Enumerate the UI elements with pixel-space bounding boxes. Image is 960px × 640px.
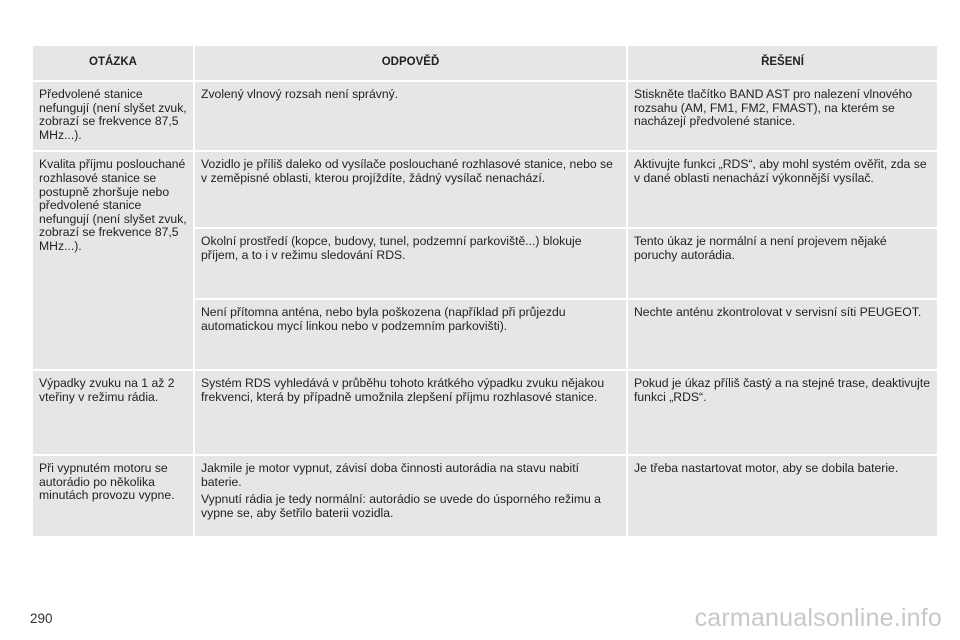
question-cell: Předvolené stanice nefungují (není slyšet zvuk, zobrazí se frekvence 87,5 MHz...). bbox=[32, 81, 194, 151]
header-answer: ODPOVĚĎ bbox=[194, 45, 627, 81]
answer-cell bbox=[194, 151, 627, 227]
answer-cell bbox=[194, 299, 627, 370]
answer-text: Jakmile je motor vypnut, závisí doba činnosti autorádia na stavu nabití baterie. bbox=[201, 461, 580, 489]
page-number: 290 bbox=[30, 611, 53, 626]
header-question: OTÁZKA bbox=[32, 45, 194, 81]
answer-cell bbox=[194, 228, 627, 299]
header-solution: ŘEŠENÍ bbox=[627, 45, 938, 81]
table-row bbox=[32, 151, 938, 227]
answer-cell bbox=[194, 370, 627, 455]
question-cell: Výpadky zvuku na 1 až 2 vteřiny v režimu rádia. bbox=[32, 370, 194, 455]
question-cell: Kvalita příjmu poslouchané rozhlasové stanice se postupně zhoršuje nebo předvolené stanice nefungují (není slyšet zvuk, zobrazí se frekvence 87,5 MHz...). bbox=[32, 151, 194, 370]
answer-cell bbox=[194, 81, 627, 151]
header-row bbox=[32, 45, 938, 81]
solution-cell: Nechte anténu zkontrolovat v servisní síti PEUGEOT. bbox=[627, 299, 938, 370]
solution-cell: Pokud je úkaz příliš častý a na stejné trase, deaktivujte funkci „RDS“. bbox=[627, 370, 938, 455]
answer-text: Vozidlo je příliš daleko od vysílače poslouchané rozhlasové stanice, nebo se v zeměpisné oblasti, kterou projíždíte, žádný vysílač nenachází. bbox=[201, 157, 613, 186]
solution-cell: Je třeba nastartovat motor, aby se dobila baterie. bbox=[627, 455, 938, 537]
table-row bbox=[32, 81, 938, 151]
answer-cell bbox=[194, 455, 627, 537]
answer-text: Okolní prostředí (kopce, budovy, tunel, podzemní parkoviště...) blokuje příjem, a to i v režimu sledování RDS. bbox=[201, 233, 582, 262]
solution-cell: Stiskněte tlačítko BAND AST pro nalezení vlnového rozsahu (AM, FM1, FM2, FMAST), na kterém se nacházejí předvolené stanice. bbox=[627, 81, 938, 151]
watermark: carmanualsonline.info bbox=[694, 604, 942, 632]
answer-text: Zvolený vlnový rozsah není správný. bbox=[201, 87, 399, 101]
faq-table bbox=[31, 44, 939, 538]
solution-cell: Tento úkaz je normální a není projevem nějaké poruchy autorádia. bbox=[627, 228, 938, 299]
answer-text: Vypnutí rádia je tedy normální: autorádio se uvede do úsporného režimu a vypne se, aby šetřilo baterii vozidla. bbox=[201, 492, 601, 520]
table-row bbox=[32, 455, 938, 537]
table-row bbox=[32, 370, 938, 455]
question-cell: Při vypnutém motoru se autorádio po několika minutách provozu vypne. bbox=[32, 455, 194, 537]
answer-text: Není přítomna anténa, nebo byla poškozena (například při průjezdu automatickou mycí linkou nebo v podzemním parkovišti). bbox=[201, 305, 566, 333]
solution-cell: Aktivujte funkci „RDS“, aby mohl systém ověřit, zda se v dané oblasti nenachází výkonnější vysílač. bbox=[627, 151, 938, 227]
answer-text: Systém RDS vyhledává v průběhu tohoto krátkého výpadku zvuku nějakou frekvenci, která by případně umožnila zlepšení příjmu rozhlasové stanice. bbox=[201, 376, 605, 404]
